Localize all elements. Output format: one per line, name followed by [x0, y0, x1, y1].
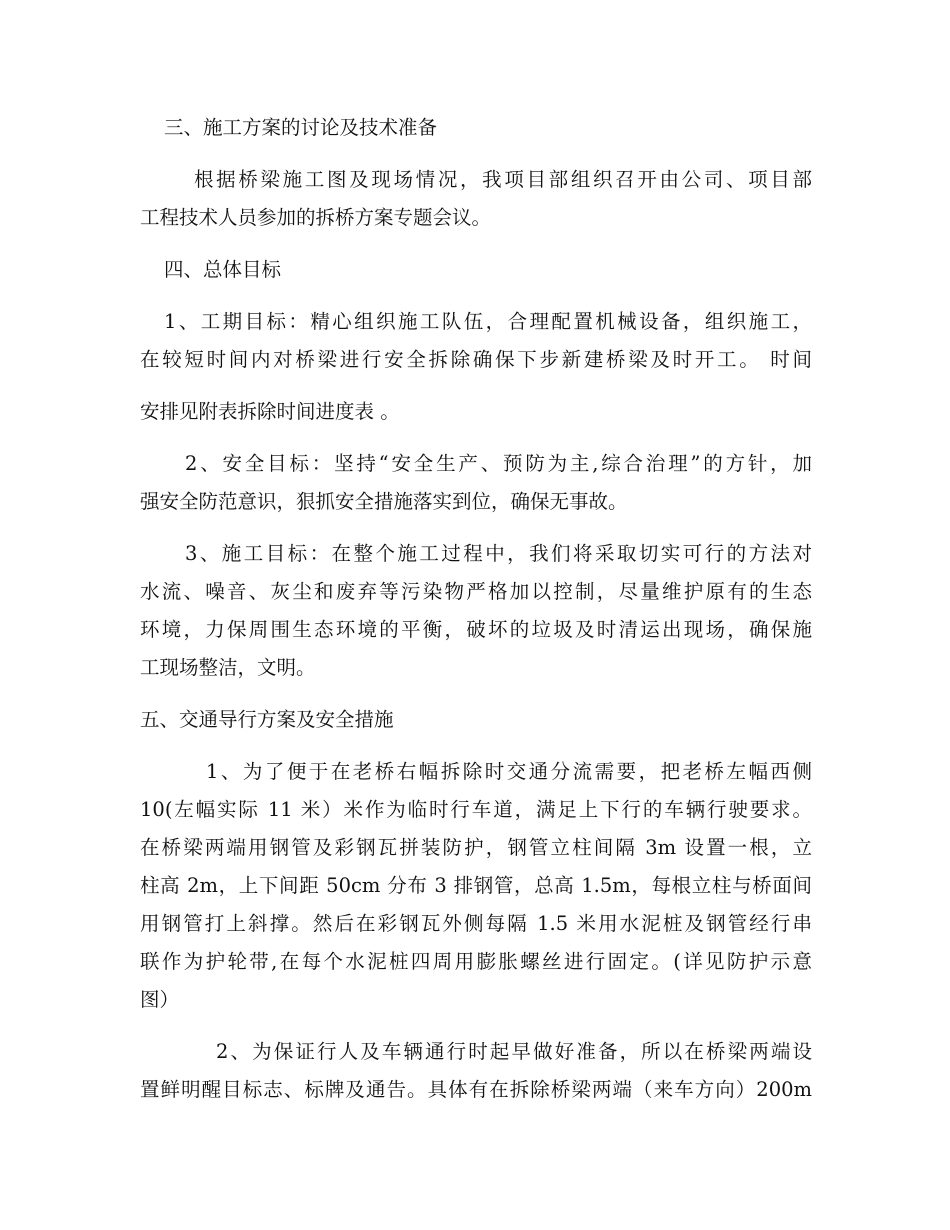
- text-line: 五、交通导行方案及安全措施: [140, 708, 394, 731]
- text-line: 水流、噪音、灰尘和废弃等污染物严格加以控制，尽量维护原有的生态: [140, 580, 812, 603]
- text-line: 三、施工方案的讨论及技术准备: [164, 116, 438, 139]
- text-line: 3、施工目标：在整个施工过程中，我们将采取切实可行的方法对: [185, 542, 812, 565]
- text-line: 1、工期目标：精心组织施工队伍，合理配置机械设备，组织施工，: [164, 310, 812, 333]
- text-line: 2、为保证行人及车辆通行时起早做好准备，所以在桥梁两端设: [216, 1040, 812, 1063]
- text-line: 在桥梁两端用钢管及彩钢瓦拼装防护，钢管立柱间隔 3m 设置一根，立: [140, 836, 812, 859]
- text-line: 2、安全目标：坚持“安全生产、预防为主,综合治理”的方针，加: [185, 452, 812, 475]
- text-line: 置鲜明醒目标志、标牌及通告。具体有在拆除桥梁两端（来车方向）200m: [140, 1078, 812, 1101]
- text-line: 强安全防范意识，狠抓安全措施落实到位，确保无事故。: [140, 490, 628, 513]
- text-line: 10(左幅实际 11 米）米作为临时行车道，满足上下行的车辆行驶要求。: [140, 798, 812, 821]
- text-line: 柱高 2m，上下间距 50cm 分布 3 排钢管，总高 1.5m，每根立柱与桥面间: [140, 874, 812, 897]
- text-line: 在较短时间内对桥梁进行安全拆除确保下步新建桥梁及时开工。 时间: [140, 348, 812, 371]
- text-line: 联作为护轮带,在每个水泥桩四周用膨胀螺丝进行固定。(详见防护示意: [140, 950, 812, 973]
- text-line: 四、总体目标: [164, 258, 282, 281]
- text-line: 安排见附表拆除时间进度表 。: [140, 400, 400, 423]
- text-line: 用钢管打上斜撑。然后在彩钢瓦外侧每隔 1.5 米用水泥桩及钢管经行串: [140, 912, 812, 935]
- text-line: 1、为了便于在老桥右幅拆除时交通分流需要，把老桥左幅西侧: [206, 760, 812, 783]
- text-line: 根据桥梁施工图及现场情况，我项目部组织召开由公司、项目部: [194, 168, 812, 191]
- text-line: 工现场整洁，文明。: [140, 656, 316, 679]
- text-line: 图）: [140, 988, 180, 1011]
- text-line: 工程技术人员参加的拆桥方案专题会议。: [140, 206, 492, 229]
- text-line: 环境，力保周围生态环境的平衡，破坏的垃圾及时清运出现场，确保施: [140, 618, 812, 641]
